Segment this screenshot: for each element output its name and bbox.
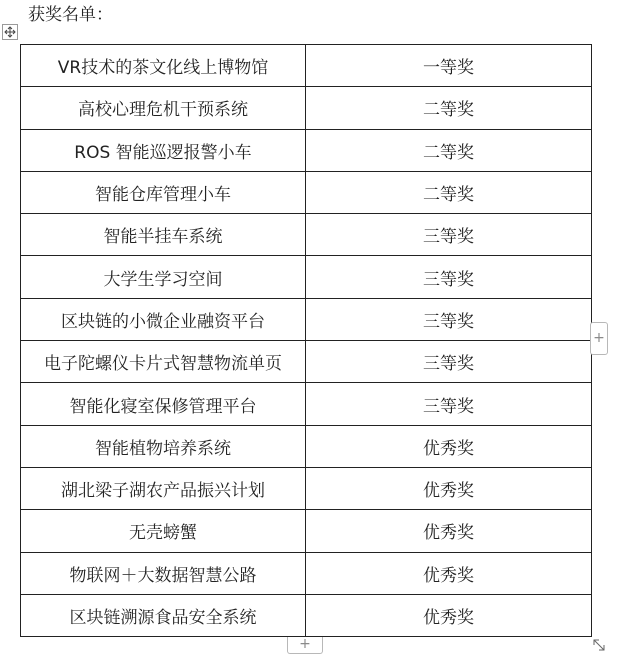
project-name-cell: 智能半挂车系统 [21,214,306,256]
project-name-cell: 物联网＋大数据智慧公路 [21,552,306,594]
table-row [21,552,592,594]
project-name-cell: 智能植物培养系统 [21,425,306,467]
project-name-cell: 电子陀螺仪卡片式智慧物流单页 [21,341,306,383]
table-row [21,256,592,298]
award-level-cell: 优秀奖 [306,510,592,552]
table-row [21,510,592,552]
award-level-cell: 优秀奖 [306,425,592,467]
project-name-cell: ROS 智能巡逻报警小车 [21,129,306,171]
table-row [21,467,592,509]
project-name-cell: 智能化寝室保修管理平台 [21,383,306,425]
award-level-cell: 优秀奖 [306,552,592,594]
award-level-cell: 三等奖 [306,298,592,340]
table-move-handle[interactable] [2,24,18,40]
project-name-cell: 智能仓库管理小车 [21,171,306,213]
award-level-cell: 二等奖 [306,87,592,129]
move-arrows-icon [4,26,16,38]
project-name-cell: 无壳螃蟹 [21,510,306,552]
project-name-cell: VR技术的茶文化线上博物馆 [21,45,306,87]
table-row [21,594,592,636]
resize-diagonal-icon [591,637,607,653]
table-resize-handle[interactable] [591,637,607,653]
table-row [21,129,592,171]
award-level-cell: 二等奖 [306,171,592,213]
table-row [21,425,592,467]
award-level-cell: 三等奖 [306,214,592,256]
document-heading: 获奖名单： [28,5,113,25]
award-level-cell: 优秀奖 [306,467,592,509]
table-row [21,87,592,129]
award-level-cell: 一等奖 [306,45,592,87]
award-level-cell: 优秀奖 [306,594,592,636]
award-level-cell: 三等奖 [306,256,592,298]
award-level-cell: 三等奖 [306,341,592,383]
project-name-cell: 湖北梁子湖农产品振兴计划 [21,467,306,509]
table-row [21,171,592,213]
award-level-cell: 三等奖 [306,383,592,425]
award-level-cell: 二等奖 [306,129,592,171]
awards-table-body [21,45,592,637]
project-name-cell: 大学生学习空间 [21,256,306,298]
awards-table [20,44,592,637]
project-name-cell: 高校心理危机干预系统 [21,87,306,129]
table-row [21,341,592,383]
insert-column-button[interactable]: + [590,322,608,355]
insert-row-button[interactable]: + [287,637,323,654]
table-row [21,45,592,87]
project-name-cell: 区块链溯源食品安全系统 [21,594,306,636]
project-name-cell: 区块链的小微企业融资平台 [21,298,306,340]
table-row [21,298,592,340]
table-row [21,214,592,256]
table-row [21,383,592,425]
